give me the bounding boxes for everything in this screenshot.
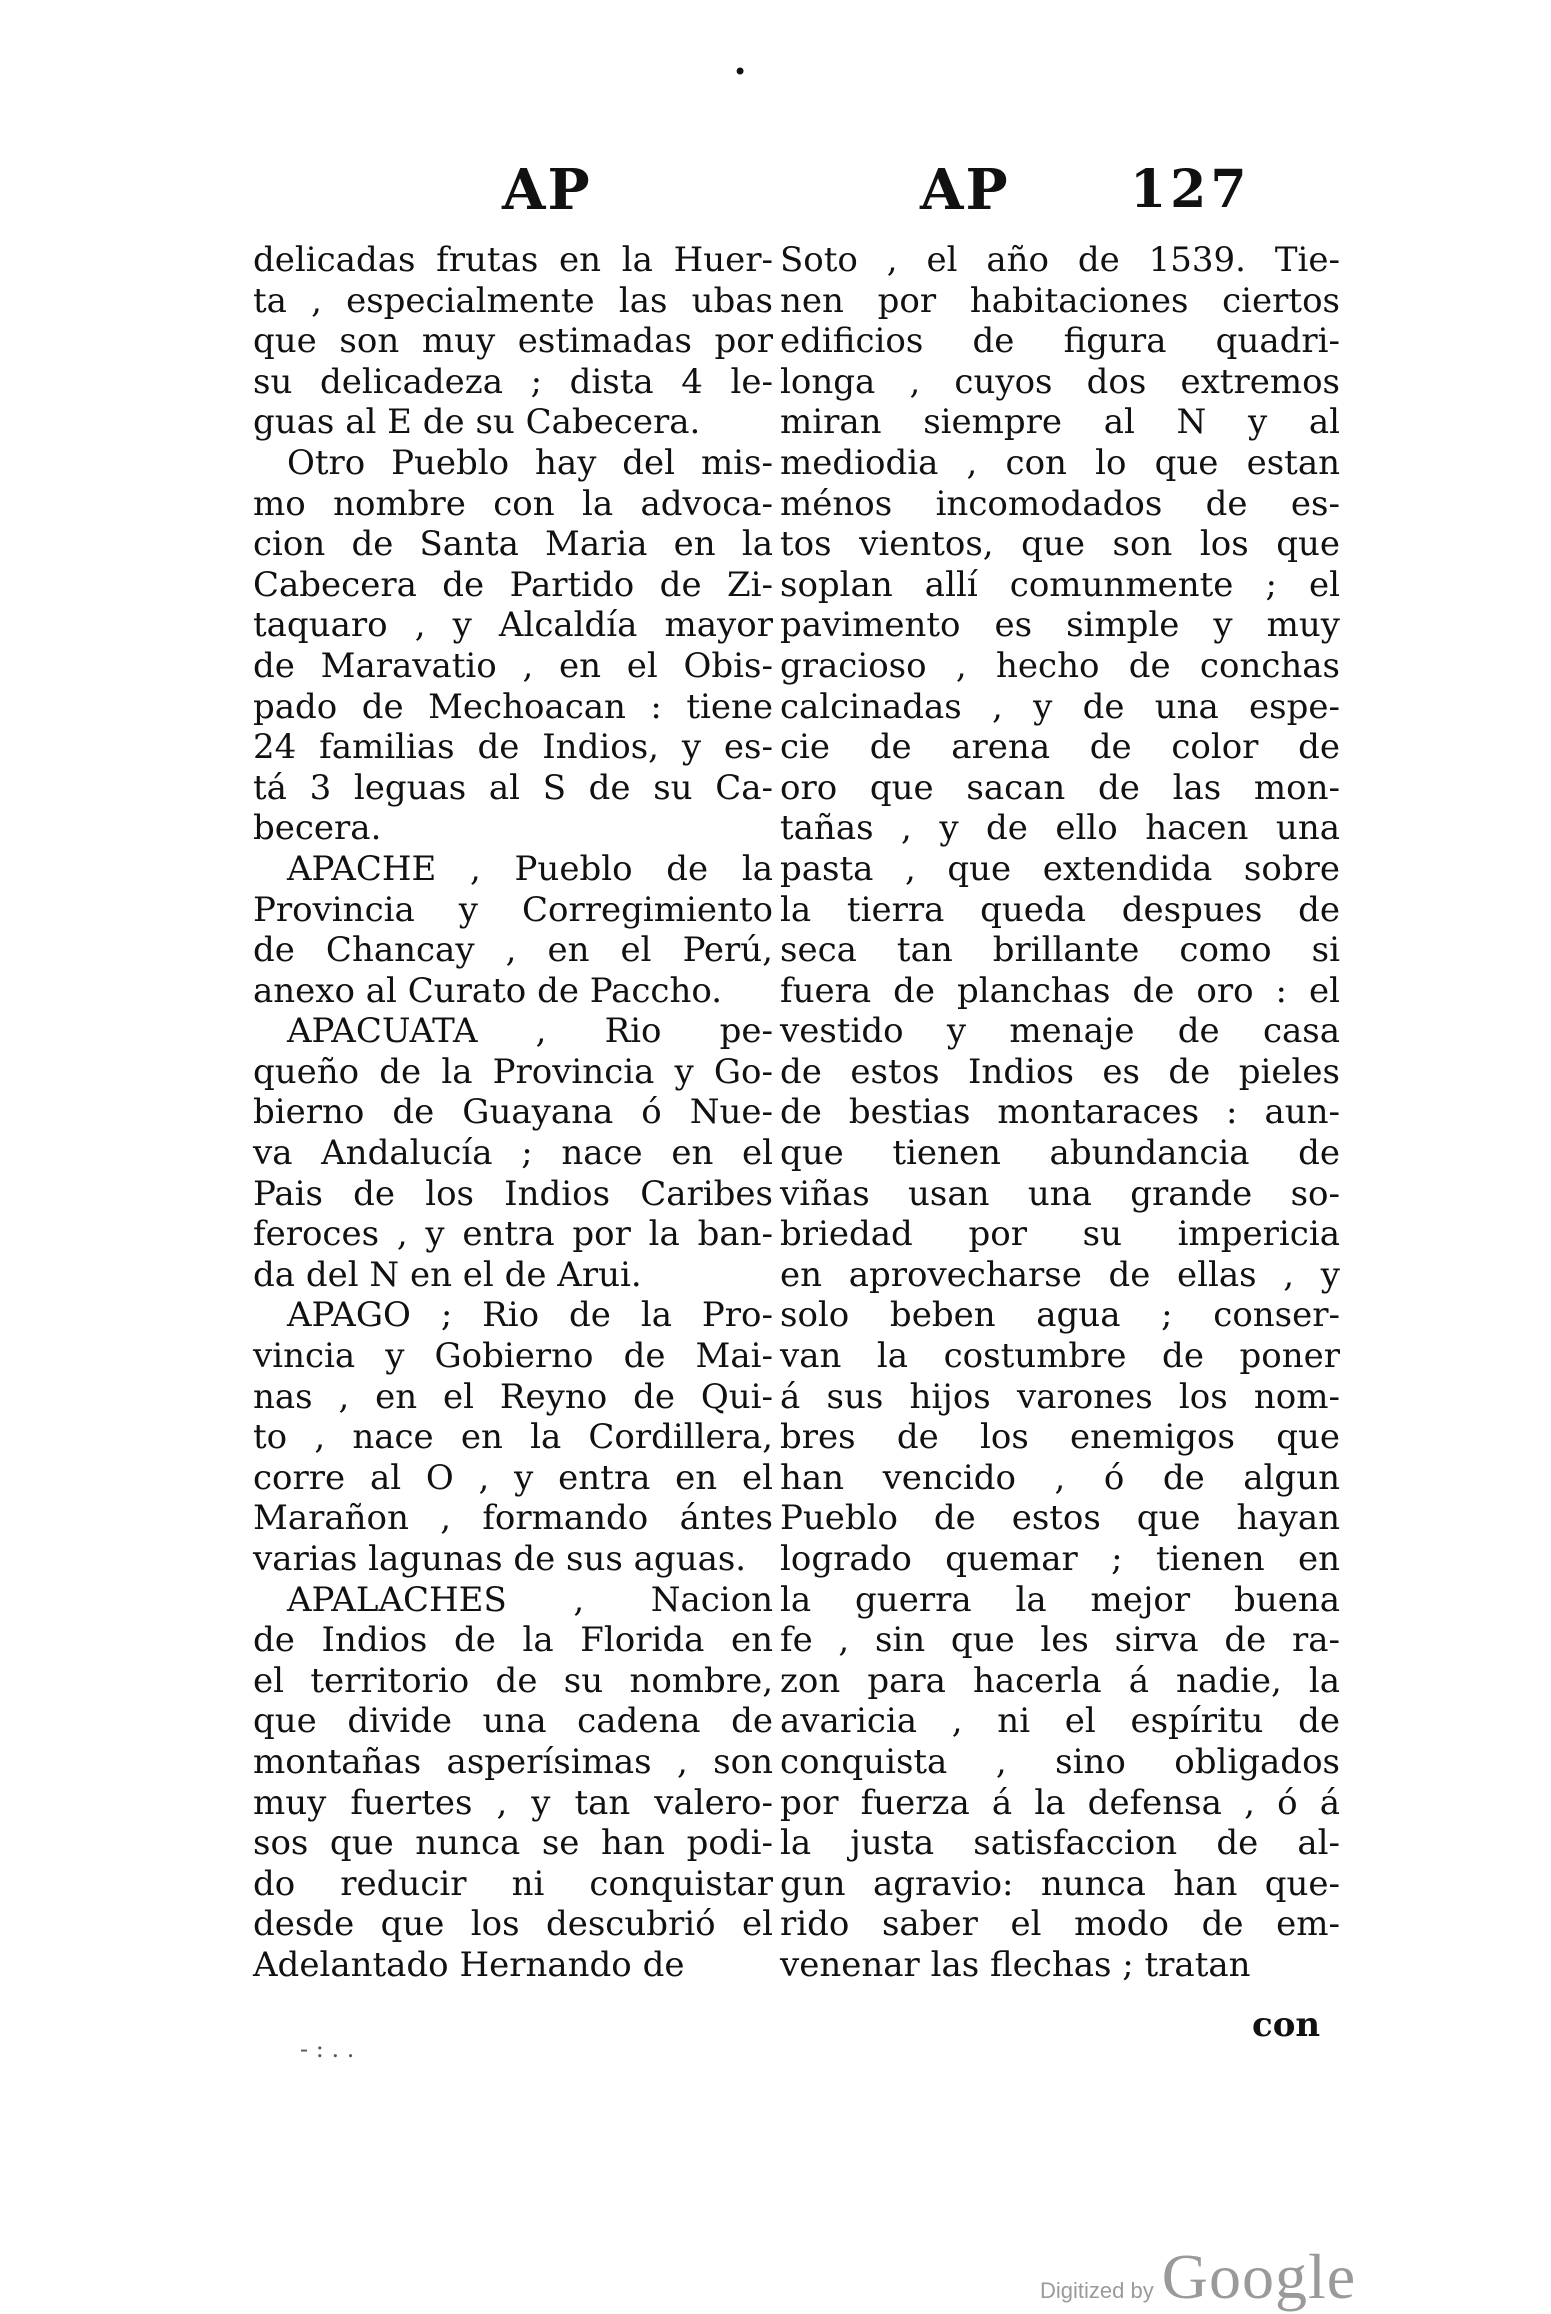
text-line: la justa satisfaccion de al- [780,1823,1340,1864]
text-line: APAGO ; Rio de la Pro- [287,1295,773,1336]
page-number: 127 [1130,159,1251,220]
text-line: oro que sacan de las mon- [780,767,1340,808]
text-line: de estos Indios es de pieles [780,1051,1340,1092]
text-line: calcinadas , y de una espe- [780,686,1340,727]
text-line: cion de Santa Maria en la [253,524,773,565]
text-line: ta , especialmente las ubas [253,280,773,321]
text-line: bres de los enemigos que [780,1417,1340,1458]
text-line: tos vientos, que son los que [780,524,1340,565]
text-line: montañas asperísimas , son [253,1741,773,1782]
text-line: solo beben agua ; conser- [780,1295,1340,1336]
text-line: conquista , sino obligados [780,1741,1340,1782]
text-line: corre al O , y entra en el [253,1457,773,1498]
text-line: anexo al Curato de Paccho. [253,970,723,1011]
text-line: 24 familias de Indios, y es- [253,727,773,768]
digitized-by-label: Digitized by [1040,2278,1154,2303]
text-line: gracioso , hecho de conchas [780,645,1340,686]
text-line: Adelantado Hernando de [253,1944,685,1985]
text-line: la tierra queda despues de [780,889,1340,930]
text-line: Marañon , formando ántes [253,1498,773,1539]
running-header-left: AP [502,157,592,223]
right-column [780,240,1340,1986]
text-line: tá 3 leguas al S de su Ca- [253,767,773,808]
text-line: logrado quemar ; tienen en [780,1539,1340,1579]
text-line: mediodia , con lo que estan [780,442,1340,483]
text-line: vincia y Gobierno de Mai- [253,1336,773,1377]
text-line: nen por habitaciones ciertos [780,280,1340,321]
text-line: de Chancay , en el Perú, [253,930,773,971]
text-line: el territorio de su nombre, [253,1660,773,1701]
text-line: rido saber el modo de em- [780,1904,1340,1945]
text-line: APALACHES , Nacion [287,1579,773,1620]
text-line: guas al E de su Cabecera. [253,402,701,443]
text-line: gun agravio: nunca han que- [780,1863,1340,1904]
text-line: á sus hijos varones los nom- [780,1376,1340,1417]
text-line: tañas , y de ello hacen una [780,808,1340,849]
text-line: delicadas frutas en la Huer- [253,240,773,280]
text-line: fuera de planchas de oro : el [780,970,1340,1011]
text-line: cie de arena de color de [780,727,1340,768]
text-line: APACHE , Pueblo de la [287,848,773,889]
text-line: Pais de los Indios Caribes [253,1173,773,1214]
running-header-right: AP [920,157,1010,223]
text-line: por fuerza á la defensa , ó á [780,1782,1340,1823]
text-line: viñas usan una grande so- [780,1173,1340,1214]
text-line: que tienen abundancia de [780,1133,1340,1174]
stray-dot: • [733,58,748,86]
text-line: han vencido , ó de algun [780,1457,1340,1498]
text-line: pasta , que extendida sobre [780,848,1340,889]
text-line: APACUATA , Rio pe- [287,1011,773,1052]
text-line: varias lagunas de sus aguas. [253,1539,747,1579]
text-line: bierno de Guayana ó Nue- [253,1092,773,1133]
text-line: de bestias montaraces : aun- [780,1092,1340,1133]
text-line: briedad por su impericia [780,1214,1340,1255]
text-line: que son muy estimadas por [253,321,773,362]
catchword: con [1252,2005,1321,2045]
text-line: venenar las flechas ; tratan [780,1944,1251,1985]
text-line: sos que nunca se han podi- [253,1823,773,1864]
text-line: do reducir ni conquistar [253,1863,773,1904]
left-column [253,240,773,1986]
text-line: en aprovecharse de ellas , y [780,1254,1340,1295]
text-line: feroces , y entra por la ban- [253,1214,773,1255]
text-line: va Andalucía ; nace en el [253,1133,773,1174]
text-line: Otro Pueblo hay del mis- [287,442,773,483]
text-line: pavimento es simple y muy [780,605,1340,646]
text-line: taquaro , y Alcaldía mayor [253,605,773,646]
text-line: zon para hacerla á nadie, la [780,1660,1340,1701]
text-line: avaricia , ni el espíritu de [780,1701,1340,1742]
text-line: Cabecera de Partido de Zi- [253,564,773,605]
text-line: de Maravatio , en el Obis- [253,645,773,686]
text-line: soplan allí comunmente ; el [780,564,1340,605]
text-line: longa , cuyos dos extremos [780,361,1340,402]
text-line: mo nombre con la advoca- [253,483,773,524]
google-logo: Google [1161,2241,1357,2312]
text-line: queño de la Provincia y Go- [253,1051,773,1092]
text-line: Pueblo de estos que hayan [780,1498,1340,1539]
text-line: to , nace en la Cordillera, [253,1417,773,1458]
text-line: edificios de figura quadri- [780,321,1340,362]
text-line: vestido y menaje de casa [780,1011,1340,1052]
text-line: que divide una cadena de [253,1701,773,1742]
text-line: Soto , el año de 1539. Tie- [780,240,1340,280]
text-line: pado de Mechoacan : tiene [253,686,773,727]
text-line: de Indios de la Florida en [253,1620,773,1661]
text-line: fe , sin que les sirva de ra- [780,1620,1340,1661]
text-line: nas , en el Reyno de Qui- [253,1376,773,1417]
text-line: ménos incomodados de es- [780,483,1340,524]
text-line: su delicadeza ; dista 4 le- [253,361,773,402]
digitized-watermark [1040,2240,1356,2314]
text-line: desde que los descubrió el [253,1904,773,1945]
text-line: seca tan brillante como si [780,930,1340,971]
text-line: da del N en el de Arui. [253,1254,642,1295]
text-line: muy fuertes , y tan valero- [253,1782,773,1823]
text-line: miran siempre al N y al [780,402,1340,443]
text-line: Provincia y Corregimiento [253,889,773,930]
text-line: becera. [253,808,382,849]
bottom-marks: - : . . [300,2035,355,2063]
text-line: van la costumbre de poner [780,1336,1340,1377]
text-line: la guerra la mejor buena [780,1579,1340,1620]
